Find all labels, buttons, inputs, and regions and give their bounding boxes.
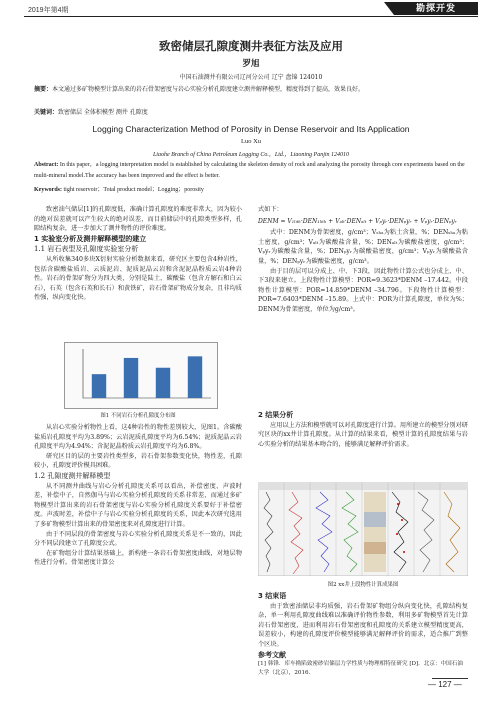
abstract-english xyxy=(34,160,468,182)
section-heading: 2 结果分析 xyxy=(258,411,294,419)
paragraph: 从岩心实验分析物性上看，这4种岩性的物性差别较大，见图1。含碳酸盐质岩孔隙度平均为3.89%；云岩泥质孔隙度平均为6.54%；泥质泥晶云岩孔隙度平均为4.94%；含泥泥晶粉质云岩孔隙度平均为6.8%。 xyxy=(34,424,242,451)
subsection-heading: 1.2 孔隙度测井解释模型 xyxy=(34,471,111,480)
author-english: Luo Xu xyxy=(240,138,262,145)
reference-1: [1] 韩锋．库车拗陷致密砂岩储层力学性质与物理相特征研究 [D]．北京：中国石油大学（北京），2016. xyxy=(258,661,463,677)
header-rule xyxy=(24,16,478,17)
section-heading: 1 实验室分析及测井解释模型的建立 xyxy=(34,234,147,243)
abstract-en-text: In this paper，a logging interpretation model is established by calculating the skeleton density of rock and analyzing the porosity through core experiments based on the multi-mineral model.The accuracy has been improved and the effect is better. xyxy=(34,162,465,179)
paragraph: 式中：DENM为骨架密度，g/cm³；Vₛₕₐ为粘土含量，%；DENₛₕₐ为粘土密度，g/cm³；Vₐₗₜ为碳酸盐含量，%；DENₐₗₜ为碳酸盐密度，g/cm³；Vₚyᵣ为碳酸盐含量，%；DENₚyᵣ为碳酸盐密度，g/cm³；Vₚyᵣ为碳酸盐含量，%；DENₚyᵣ为碳酸盐密度，g/cm³。 xyxy=(258,229,468,265)
porosity-distribution-chart xyxy=(65,343,217,408)
formula-lead: 式如下： xyxy=(258,206,283,213)
figure-2-caption: 图2 xx井上段物性计算成果图 xyxy=(327,582,399,588)
paragraph: 由于目的层可以分成上、中、下3段，因此物性计算公式也分成上、中、下3段来建立。上段物性计算模型：POR=9.3623*DENM –17.442。中段物性计算模型：POR=14.859*DENM –34.796。下段物性计算模型：POR=7.6403*DENM –15.89。上式中：POR为计算孔隙度，单位为%；DENM为骨架密度，单位为g/cm³。 xyxy=(258,267,468,313)
well-log-plot xyxy=(258,482,468,576)
paragraph: 从所收集340多块X衍射实验分析数据来看，研究区主要包含4种岩性，包括含碳酸盐质岩、云质泥岩、泥质泥晶云岩和含泥泥晶粉质云岩4种岩性。岩石的骨架矿物分为四大类，分别是陆土，碳酸盐（包含方解石和白云石），石英（包含石英和长石）和黄铁矿，岩石骨架矿物成分复杂，且非均质性强，纵向变化快。 xyxy=(34,255,242,302)
paragraph: 致密油气储层[1]的孔隙度低，准确计算孔隙度的难度非常大，因为较小的绝对误差就可以产生较大的绝对误差，而目前储层中的孔隙类型多样，孔隙结构复杂，进一步加大了测井物性的评价难度。 xyxy=(34,206,242,233)
figure-1-caption: 图1 不同岩石分析孔隙度分布图 xyxy=(100,413,176,419)
right-column-bottom xyxy=(258,591,468,678)
section-tab-label: 勘探开发 xyxy=(415,3,456,13)
paragraph: 在矿物组分计算结果基础上，新构建一条岩石骨架密度曲线，对地层物性进行分析。骨架密度计算公 xyxy=(34,549,242,567)
title-english: Logging Characterization Method of Porosity in Dense Reservoir and Its Application xyxy=(92,124,410,134)
journal-issue: 2019年第4期 xyxy=(28,7,69,14)
left-column-top xyxy=(34,205,242,303)
affiliation-chinese: 中国石油测井有限公司辽河分公司 辽宁 盘锦 124010 xyxy=(179,74,323,81)
keywords-cn-label: 关键词： xyxy=(34,109,59,116)
skeleton-density-formula: DENM = V₁ₗᵢₜₕ·DEN₁ₗᵢₜₕ + Vₐₗₜ·DENₐₗₜ + Vₚyᵣ·DENₚyᵣ + Vₚyᵣ·DENₚyᵣ xyxy=(258,217,457,225)
left-column-bottom xyxy=(34,423,242,568)
page-number: — 127 — xyxy=(428,680,462,689)
keywords-en-text: tight reservoir；Total product model；Logging；porosity xyxy=(63,187,204,193)
abstract-cn-text: 本文通过多矿物模型计算出来的岩石骨架密度与岩心实验分析孔隙度建立测井解释模型，精度得到了提高，效果良好。 xyxy=(52,86,365,93)
abstract-cn-label: 摘要： xyxy=(34,86,53,93)
paragraph: 应用以上方法和模型就可以对孔隙度进行计算。用所建立的模型分别对研究区块的xx井计算孔隙度。从计算的结果来看，模型计算的孔隙度结果与岩心实验分析的结果基本吻合的，能够满足解释评价需求。 xyxy=(258,421,468,448)
paragraph: 由于不同层段的骨架密度与岩心实验分析孔隙度关系是不一致的，因此分不同层段建立了孔隙度公式。 xyxy=(34,530,242,548)
section-heading: 3 结束语 xyxy=(258,592,287,600)
footer-rule xyxy=(432,678,468,679)
title-chinese: 致密储层孔隙度测井表征方法及应用 xyxy=(159,39,343,53)
keywords-chinese xyxy=(34,107,468,116)
abstract-en-label: Abstract: xyxy=(34,162,59,168)
affiliation-english: Liaohe Branch of China Petroleum Logging Co.，Ltd.，Liaoning Panjin 124010 xyxy=(152,152,350,158)
figure-1-chart xyxy=(64,342,218,409)
right-column-top xyxy=(258,205,468,315)
right-column-middle xyxy=(258,410,468,449)
keywords-en-label: Keywords: xyxy=(34,187,62,193)
keywords-english xyxy=(34,184,468,193)
paragraph: 由于致密油储层非均质强，岩石骨架矿物组分纵向变化快，孔隙结构复杂，单一利用孔隙度曲线难以准确评价物性参数，利用多矿物模型首先计算岩石骨架密度，进而利用岩石骨架密度和孔隙度的关系建立模型精度更高，误差较小，构建的孔隙度评价模型能够满足解释评价的需求，适合推广到整个区块。 xyxy=(258,602,468,648)
references-heading: 参考文献 xyxy=(258,650,286,659)
section-tab xyxy=(394,2,478,15)
paragraph: 研究区目的层的主要岩性类型多，岩石骨架参数变化快，物性差，孔隙较小，孔隙度评价模具困难。 xyxy=(34,452,242,470)
paragraph: 从不同测井曲线与岩心分析孔隙度关系可以看出，补偿密度、声波时差，补偿中子，自然伽马与岩心实验分析孔隙度的关系非常差，而通过多矿物模型计算出来的岩石骨架密度与岩心实验分析孔隙度关系要好于补偿密度。声波时差，补偿中子与岩心实验分析孔隙度的关系，因此本次研究选用了多矿物模型计算出来的骨架密度来对孔隙度进行计算。 xyxy=(34,482,242,528)
author-chinese: 罗旭 xyxy=(242,59,260,69)
chart-bar xyxy=(124,358,138,398)
chart-bar xyxy=(156,368,170,398)
chart-bar xyxy=(188,356,202,398)
subsection-heading: 1.1 岩石表型及孔隙度实验室分析 xyxy=(34,245,139,254)
chart-bar xyxy=(92,374,106,398)
figure-2-well-log xyxy=(258,482,468,576)
keywords-cn-text: 致密储层 全体积模型 测井 孔隙度 xyxy=(58,109,148,116)
abstract-chinese xyxy=(34,84,468,95)
